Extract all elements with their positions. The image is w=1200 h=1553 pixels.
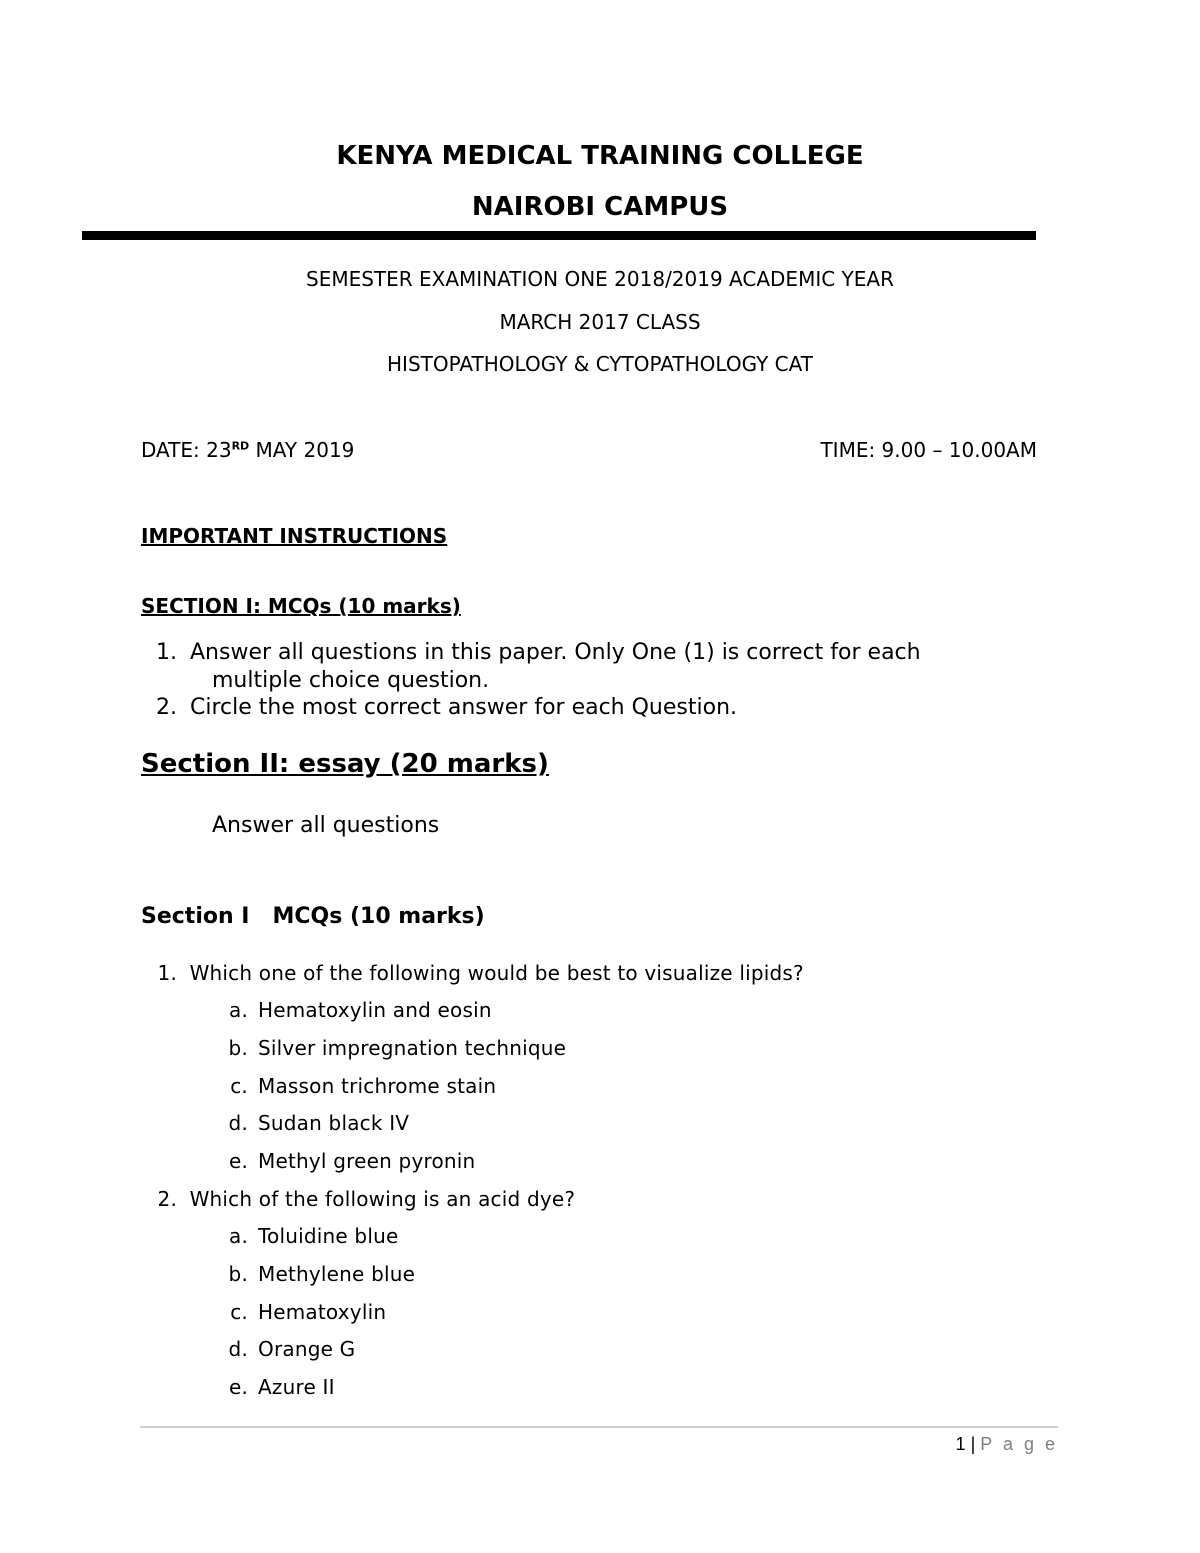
instruction-item bbox=[141, 640, 921, 665]
option-text: Silver impregnation technique bbox=[258, 1036, 567, 1060]
option bbox=[212, 1375, 335, 1399]
instruction-text: Circle the most correct answer for each Question. bbox=[190, 695, 738, 720]
date-rest: MAY 2019 bbox=[249, 438, 355, 462]
option-text: Methylene blue bbox=[258, 1262, 416, 1286]
option-letter: a. bbox=[228, 998, 248, 1022]
option-text: Hematoxylin bbox=[258, 1300, 387, 1324]
question bbox=[141, 961, 804, 985]
date-prefix: DATE: 23 bbox=[141, 438, 232, 462]
campus-name: NAIROBI CAMPUS bbox=[471, 192, 729, 222]
exam-subject: HISTOPATHOLOGY & CYTOPATHOLOGY CAT bbox=[387, 352, 813, 376]
question-text: Which of the following is an acid dye? bbox=[189, 1187, 576, 1211]
exam-title: SEMESTER EXAMINATION ONE 2018/2019 ACADEMIC YEAR bbox=[306, 267, 894, 291]
exam-time: TIME: 9.00 – 10.00AM bbox=[820, 438, 1037, 462]
instruction-text-continued: multiple choice question. bbox=[212, 668, 490, 693]
page-separator: | bbox=[970, 1434, 976, 1454]
question-number: 2. bbox=[157, 1187, 177, 1211]
option-text: Azure II bbox=[258, 1375, 335, 1399]
section1-heading: Section I MCQs (10 marks) bbox=[141, 904, 485, 929]
option-letter: e. bbox=[228, 1149, 248, 1173]
date-ordinal: RD bbox=[231, 439, 250, 453]
option-letter: a. bbox=[228, 1224, 248, 1248]
header-divider bbox=[82, 231, 1036, 240]
question-text: Which one of the following would be best to visualize lipids? bbox=[189, 961, 804, 985]
option-letter: c. bbox=[230, 1300, 248, 1324]
option bbox=[212, 1262, 415, 1286]
option bbox=[212, 998, 492, 1022]
instruction-item bbox=[141, 695, 737, 720]
option-text: Masson trichrome stain bbox=[258, 1074, 497, 1098]
option-text: Sudan black IV bbox=[258, 1111, 410, 1135]
option-letter: d. bbox=[228, 1337, 248, 1361]
page-number: 1 bbox=[955, 1434, 966, 1454]
instruction-number: 1. bbox=[156, 640, 177, 665]
option-text: Methyl green pyronin bbox=[258, 1149, 476, 1173]
option bbox=[212, 1149, 475, 1173]
option bbox=[212, 1036, 566, 1060]
question-number: 1. bbox=[157, 961, 177, 985]
option bbox=[212, 1300, 386, 1324]
section2-heading: Section II: essay (20 marks) bbox=[141, 749, 549, 779]
page-label: P a g e bbox=[980, 1434, 1058, 1454]
option-text: Hematoxylin and eosin bbox=[258, 998, 492, 1022]
section1-instruction-heading: SECTION I: MCQs (10 marks) bbox=[141, 594, 461, 618]
option-letter: b. bbox=[228, 1262, 248, 1286]
option-text: Toluidine blue bbox=[258, 1224, 399, 1248]
option bbox=[212, 1111, 409, 1135]
exam-class: MARCH 2017 CLASS bbox=[499, 310, 701, 334]
option-letter: c. bbox=[230, 1074, 248, 1098]
college-name: KENYA MEDICAL TRAINING COLLEGE bbox=[336, 141, 864, 171]
exam-date bbox=[141, 438, 354, 462]
option bbox=[212, 1337, 355, 1361]
option-letter: d. bbox=[228, 1111, 248, 1135]
question bbox=[141, 1187, 575, 1211]
page-footer bbox=[956, 1434, 1058, 1455]
option-text: Orange G bbox=[258, 1337, 356, 1361]
option bbox=[212, 1224, 398, 1248]
option-letter: b. bbox=[228, 1036, 248, 1060]
instruction-text: Answer all questions in this paper. Only One (1) is correct for each bbox=[190, 640, 921, 665]
section2-text: Answer all questions bbox=[212, 813, 440, 838]
instruction-number: 2. bbox=[156, 695, 177, 720]
option bbox=[212, 1074, 496, 1098]
footer-divider bbox=[140, 1426, 1058, 1428]
option-letter: e. bbox=[228, 1375, 248, 1399]
instructions-heading: IMPORTANT INSTRUCTIONS bbox=[141, 524, 448, 548]
